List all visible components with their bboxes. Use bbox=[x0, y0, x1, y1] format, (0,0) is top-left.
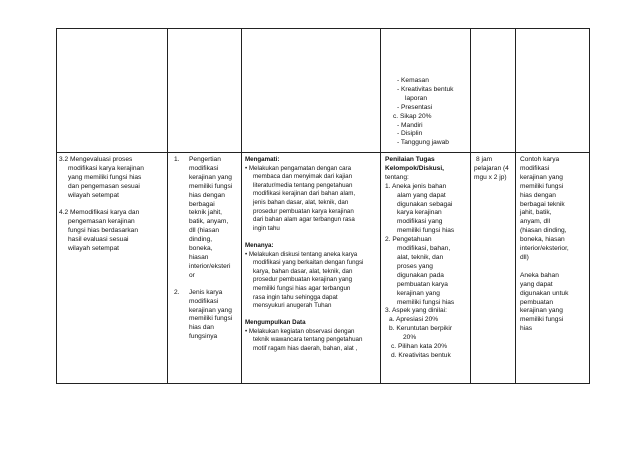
materi-line: batik, anyam, bbox=[189, 218, 229, 226]
materi-line: dinding, bbox=[189, 236, 213, 244]
kd-4-2-line: pengemasan kerajinan bbox=[68, 218, 135, 226]
kompetensi-dasar-cell bbox=[59, 156, 144, 254]
sumber-line: pembuatan bbox=[520, 298, 553, 306]
sumber-line: boneka, hiasan bbox=[520, 236, 565, 244]
materi-line: memiliki fungsi bbox=[189, 315, 233, 323]
materi-line: interior/eksteri bbox=[189, 262, 231, 270]
col-border-right bbox=[589, 28, 590, 384]
kegiatan-line: memiliki fungsi hias agar terbangun bbox=[253, 284, 351, 292]
materi-line: modifikasi bbox=[189, 164, 219, 172]
materi-item-1 bbox=[174, 156, 238, 281]
mengumpulkan-heading: Mengumpulkan Data bbox=[245, 319, 306, 327]
penilaian-line: memiliki fungsi hias bbox=[397, 227, 455, 235]
penilaian-line: pembuatan karya bbox=[397, 280, 448, 288]
kd-4-2-line: wilayah setempat bbox=[68, 245, 119, 253]
sumber-line: memiliki fungsi bbox=[520, 316, 564, 324]
text-line: - Kreativitas bentuk bbox=[397, 85, 454, 93]
materi-line: Jenis karya bbox=[189, 288, 223, 296]
materi-item-2-number: 2. bbox=[174, 288, 180, 296]
penilaian-line: tentang: bbox=[385, 173, 409, 181]
sumber-belajar-cell bbox=[520, 156, 588, 334]
kegiatan-line: membaca dan menyimak dari kajian bbox=[253, 173, 353, 181]
penilaian-line: karya kerajinan bbox=[397, 209, 442, 217]
kegiatan-line: • Melakukan pengamatan dengan cara bbox=[245, 164, 352, 172]
sumber-line: modifikasi bbox=[520, 164, 550, 172]
kegiatan-line: modifikasi yang berkaitan dengan fungsi bbox=[253, 259, 364, 267]
sumber-line: berbagai teknik bbox=[520, 200, 565, 208]
kegiatan-spacer bbox=[245, 233, 378, 242]
sumber-line: dll) bbox=[520, 253, 529, 261]
materi-item-1-number: 1. bbox=[174, 156, 180, 163]
penilaian-line: 3. Aspek yang dinilai: bbox=[385, 307, 447, 315]
sumber-line: kerajinan yang bbox=[520, 173, 563, 181]
sumber-line: digunakan untuk bbox=[520, 289, 569, 297]
kd-4-2-line: 4.2 Memodifikasi karya dan bbox=[59, 209, 140, 217]
mengamati-heading: Mengamati: bbox=[245, 156, 280, 163]
kegiatan-line: prosedur pembuatan kerajinan yang bbox=[253, 276, 353, 284]
penilaian-line: 2. Pengetahuan bbox=[385, 236, 432, 244]
penilaian-title: Penilaian Tugas bbox=[385, 156, 435, 163]
materi-line: modifikasi bbox=[189, 297, 219, 305]
materi-line: berbagai bbox=[189, 200, 215, 208]
text-line: laporan bbox=[405, 94, 427, 102]
penilaian-line: b. Keruntutan berpikir bbox=[389, 325, 453, 333]
materi-line: hias dan bbox=[189, 324, 214, 332]
sumber-line: yang dapat bbox=[520, 280, 553, 288]
penilaian-line: modifikasi, bahan, bbox=[397, 245, 451, 253]
table-top-border bbox=[56, 28, 590, 29]
kegiatan-line: motif ragam hias daerah, bahan, alat , bbox=[253, 345, 358, 353]
materi-line: teknik jahit, bbox=[189, 209, 222, 217]
table-bottom-border bbox=[56, 383, 590, 384]
penilaian-cell bbox=[385, 156, 469, 361]
col-border-2 bbox=[241, 28, 242, 384]
col-border-4 bbox=[470, 28, 471, 384]
penilaian-line: d. Kreativitas bentuk bbox=[391, 351, 451, 359]
kegiatan-spacer bbox=[245, 311, 378, 320]
sumber-line: memiliki fungsi bbox=[520, 182, 564, 190]
materi-item-2 bbox=[174, 289, 238, 342]
kegiatan-line: teknik wawancara tentang pengetahuan bbox=[253, 336, 363, 344]
sumber-line: hias bbox=[520, 325, 533, 333]
materi-line: dll (hiasan bbox=[189, 227, 220, 235]
penilaian-line: a. Apresiasi 20% bbox=[389, 316, 439, 324]
row-divider bbox=[56, 152, 590, 153]
penilaian-line: proses yang bbox=[397, 262, 433, 270]
materi-cell bbox=[174, 156, 238, 342]
penilaian-line: modifikasi yang bbox=[397, 218, 443, 226]
text-line: - Kemasan bbox=[397, 77, 429, 84]
materi-line: kerajinan yang bbox=[189, 306, 232, 314]
kegiatan-line: jenis bahan dasar, alat, teknik, dan bbox=[253, 198, 349, 206]
kegiatan-line: dari bahan alam agar terbangun rasa bbox=[253, 216, 355, 224]
penilaian-line: 20% bbox=[403, 334, 417, 342]
sumber-line: jahit, batik, bbox=[520, 209, 552, 217]
text-line: - Disiplin bbox=[397, 130, 423, 138]
kegiatan-line: literatur/media tentang pengetahuan bbox=[253, 181, 353, 189]
kegiatan-line: • Melakukan kegiatan observasi dengan bbox=[245, 327, 355, 335]
penilaian-line: alam yang dapat bbox=[397, 191, 446, 199]
top-row-kegiatan bbox=[393, 77, 453, 148]
kd-3-2-line: yang memiliki fungsi hias bbox=[68, 173, 142, 181]
kd-3-2-line: dan pengemasan sesuai bbox=[68, 182, 140, 190]
kegiatan-line: prosedur pembuatan karya kerajinan bbox=[253, 207, 354, 215]
col-border-5 bbox=[515, 28, 516, 384]
kegiatan-line: rasa ingin tahu sehingga dapat bbox=[253, 293, 338, 301]
kegiatan-line: ingin tahu bbox=[253, 224, 280, 232]
alokasi-line: pelajaran (4 bbox=[474, 164, 509, 172]
text-line: c. Sikap 20% bbox=[393, 112, 432, 120]
sumber-line: Contoh karya bbox=[520, 156, 560, 163]
materi-line: memiliki fungsi bbox=[189, 182, 233, 190]
kd-4-2-line: fungsi hias berdasarkan bbox=[68, 227, 139, 235]
kd-4-2-line: hasil evaluasi sesuai bbox=[68, 236, 129, 244]
kegiatan-line: mensyukuri anugerah Tuhan bbox=[253, 302, 332, 310]
sumber-line: hias dengan bbox=[520, 191, 556, 199]
sumber-spacer bbox=[520, 263, 588, 272]
penilaian-line: kerajinan yang bbox=[397, 289, 440, 297]
penilaian-line: digunakan sebagai bbox=[397, 200, 453, 208]
penilaian-line: alat, teknik, dan bbox=[397, 253, 444, 261]
sumber-line: kerajinan yang bbox=[520, 307, 563, 315]
penilaian-line: 1. Aneka jenis bahan bbox=[385, 182, 447, 190]
text-line: - Presentasi bbox=[397, 103, 433, 111]
kegiatan-line: modifikasi kerajinan dari bahan alam, bbox=[253, 190, 356, 198]
materi-line: hiasan bbox=[189, 253, 209, 261]
materi-line: kerajinan yang bbox=[189, 173, 232, 181]
text-line: - Mandiri bbox=[397, 121, 423, 129]
penilaian-line: c. Pilihan kata 20% bbox=[391, 343, 448, 351]
kd-3-2-line: 3.2 Mengevaluasi proses bbox=[59, 156, 133, 163]
materi-line: or bbox=[189, 271, 195, 279]
sumber-line: anyam, dll bbox=[520, 218, 551, 226]
sumber-line: interior/eksterior, bbox=[520, 245, 569, 253]
penilaian-line: digunakan pada bbox=[397, 271, 444, 279]
alokasi-waktu-cell bbox=[474, 156, 509, 183]
text-line: - Tanggung jawab bbox=[397, 139, 449, 147]
materi-line: Pengertian bbox=[189, 156, 221, 163]
sumber-line: Aneka bahan bbox=[520, 271, 559, 279]
materi-line: boneka, bbox=[189, 245, 213, 253]
penilaian-line: memiliki fungsi hias bbox=[397, 298, 455, 306]
kd-3-2-line: modifikasi karya kerajinan bbox=[68, 164, 144, 172]
kegiatan-line: karya, bahan dasar, alat, teknik, dan bbox=[253, 267, 353, 275]
materi-line: fungsinya bbox=[189, 333, 218, 341]
penilaian-title: Kelompok/Diskusi, bbox=[385, 164, 444, 172]
col-border-left bbox=[56, 28, 57, 384]
alokasi-line: 8 jam bbox=[476, 156, 493, 163]
menanya-heading: Menanya: bbox=[245, 241, 274, 249]
sumber-line: (hiasan dinding, bbox=[520, 227, 567, 235]
kegiatan-line: • Melakukan diskusi tentang aneka karya bbox=[245, 250, 358, 258]
kegiatan-cell bbox=[245, 156, 378, 354]
kd-spacer bbox=[59, 201, 144, 210]
kd-3-2-line: wilayah setempat bbox=[68, 191, 119, 199]
col-border-1 bbox=[167, 28, 168, 384]
materi-line: hias dengan bbox=[189, 191, 225, 199]
col-border-3 bbox=[380, 28, 381, 384]
alokasi-line: mgu x 2 jp) bbox=[474, 173, 507, 181]
